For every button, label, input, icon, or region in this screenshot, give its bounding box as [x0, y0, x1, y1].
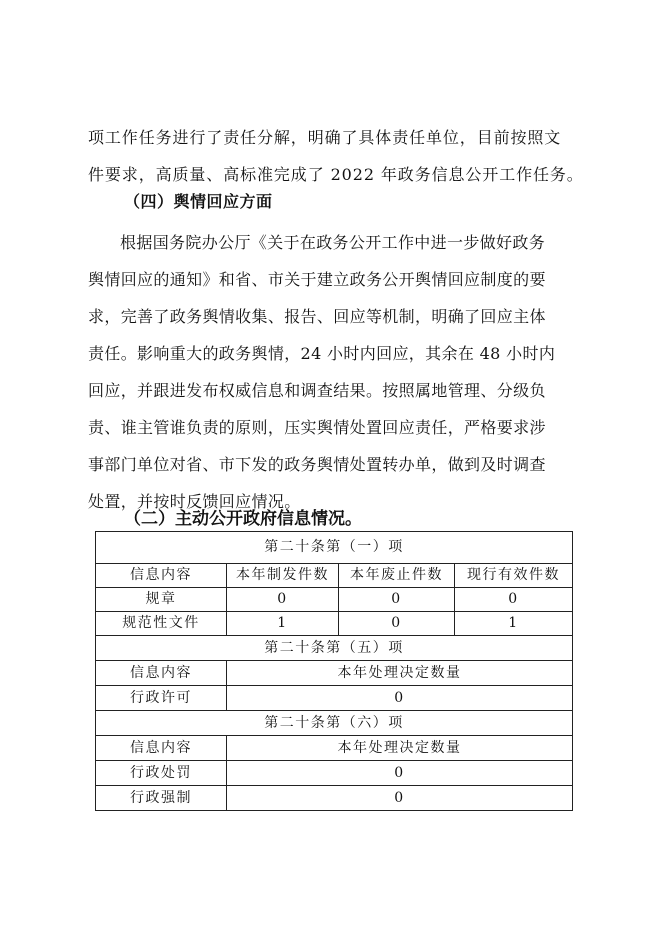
table-header-row [96, 661, 573, 686]
text-line: 求，完善了政务舆情收集、报告、回应等机制，明确了回应主体 [88, 307, 546, 326]
table-header-row [96, 736, 573, 761]
header-issued: 本年制发件数 [227, 564, 339, 588]
text-line: 回应，并跟进发布权威信息和调查结果。按照属地管理、分级负 [88, 381, 546, 400]
text-line: 责、谁主管谁负责的原则，压实舆情处置回应责任，严格要求涉 [88, 418, 546, 437]
decision-count: 0 [227, 761, 573, 786]
valid-value: 1 [455, 612, 573, 636]
header-info-content: 信息内容 [96, 736, 227, 761]
section-two-heading: （二）主动公开政府信息情况。 [124, 509, 362, 529]
table-row [96, 588, 573, 612]
table-row [96, 761, 573, 786]
disclosure-table [95, 531, 573, 811]
row-label: 规章 [96, 588, 227, 612]
row-label: 行政强制 [96, 786, 227, 811]
section-title-20-1: 第二十条第（一）项 [96, 532, 573, 564]
text-line: 舆情回应的通知》和省、市关于建立政务公开舆情回应制度的要 [88, 270, 546, 289]
text-line: 处置，并按时反馈回应情况。 [88, 492, 301, 511]
valid-value: 0 [455, 588, 573, 612]
issued-value: 0 [227, 588, 339, 612]
table-row [96, 786, 573, 811]
header-decisions: 本年处理决定数量 [227, 661, 573, 686]
paragraph-continuation [88, 119, 588, 193]
section-four-heading: （四）舆情回应方面 [124, 192, 273, 211]
text-line: 项工作任务进行了责任分解，明确了具体责任单位，目前按照文 [88, 128, 562, 147]
table-row [96, 612, 573, 636]
table-header-row [96, 564, 573, 588]
text-line: 件要求，高质量、高标准完成了 2022 年政务信息公开工作任务。 [88, 165, 584, 184]
table-row [96, 686, 573, 711]
row-label: 行政许可 [96, 686, 227, 711]
row-label: 规范性文件 [96, 612, 227, 636]
text-line: 事部门单位对省、市下发的政务舆情处置转办单，做到及时调查 [88, 455, 546, 474]
section-four-body [88, 224, 588, 520]
section-title-20-6: 第二十条第（六）项 [96, 711, 573, 736]
decision-count: 0 [227, 686, 573, 711]
header-abolished: 本年废止件数 [339, 564, 455, 588]
header-decisions: 本年处理决定数量 [227, 736, 573, 761]
abolished-value: 0 [339, 612, 455, 636]
header-valid: 现行有效件数 [455, 564, 573, 588]
text-line: 责任。影响重大的政务舆情，24 小时内回应，其余在 48 小时内 [88, 344, 556, 363]
abolished-value: 0 [339, 588, 455, 612]
issued-value: 1 [227, 612, 339, 636]
header-info-content: 信息内容 [96, 564, 227, 588]
table-section-title-row [96, 532, 573, 564]
table-section-title-row [96, 636, 573, 661]
row-label: 行政处罚 [96, 761, 227, 786]
text-line: 根据国务院办公厅《关于在政务公开工作中进一步做好政务 [120, 233, 546, 252]
header-info-content: 信息内容 [96, 661, 227, 686]
section-title-20-5: 第二十条第（五）项 [96, 636, 573, 661]
table-section-title-row [96, 711, 573, 736]
decision-count: 0 [227, 786, 573, 811]
